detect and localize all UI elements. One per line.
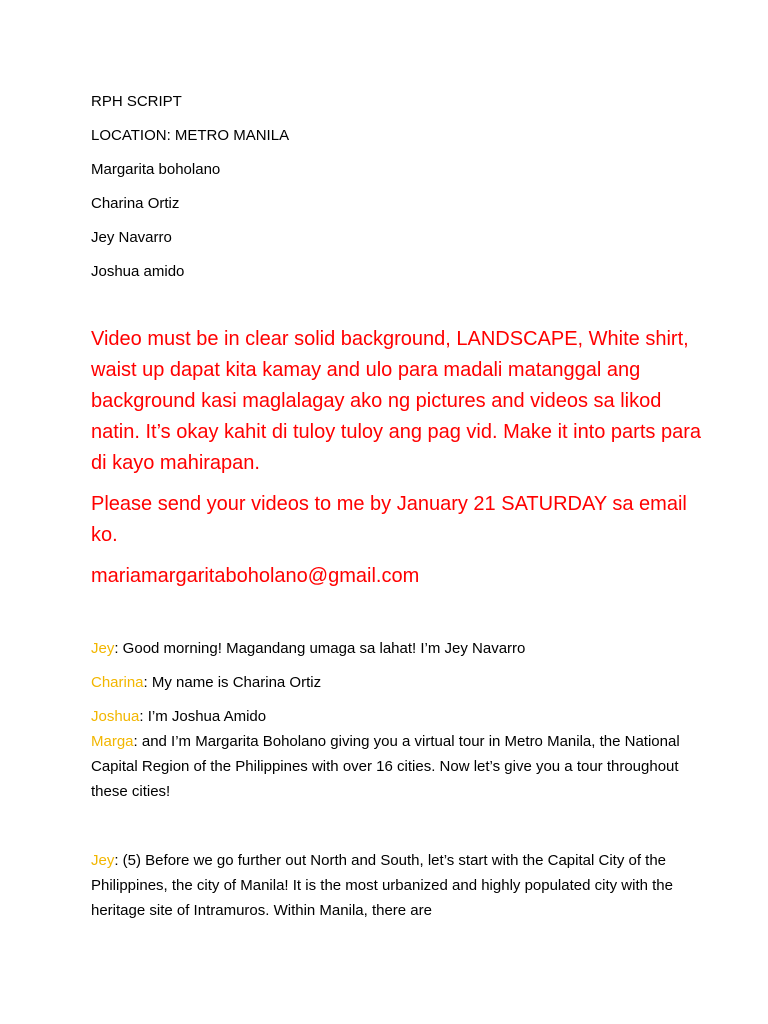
member-name: Charina Ortiz — [91, 195, 180, 212]
speaker-name: Marga — [91, 733, 134, 750]
speaker-name: Jey — [91, 852, 115, 869]
dialogue-text: : (5) Before we go further out North and South, let’s start with the Capital City of the Philippines, the city of Manila! It is the most urbanized and highly populated city with the heritage site of Intramuros. Within Manila, there are — [91, 852, 673, 919]
dialogue-text: : and I’m Margarita Boholano giving you a virtual tour in Metro Manila, the National Capital Region of the Philippines with over 16 cities. Now let’s give you a tour throughout these cities! — [91, 733, 680, 800]
dialogue-text: : My name is Charina Ortiz — [143, 674, 322, 691]
dialogue-text: : I’m Joshua Amido — [139, 708, 267, 725]
dialogue-line — [91, 670, 711, 695]
dialogue-line — [91, 848, 711, 923]
member-name: Joshua amido — [91, 263, 185, 280]
dialogue-line — [91, 729, 711, 804]
speaker-name: Jey — [91, 640, 115, 657]
instructions-block — [91, 324, 711, 592]
script-title: RPH SCRIPT — [91, 93, 182, 110]
deadline-text: Please send your videos to me by January 21 SATURDAY sa email ko. — [91, 493, 687, 546]
dialogue-section — [91, 636, 711, 923]
member-name: Jey Navarro — [91, 229, 172, 246]
email-address: mariamargaritaboholano@gmail.com — [91, 565, 420, 587]
speaker-name: Charina — [91, 674, 144, 691]
dialogue-line — [91, 636, 711, 661]
video-requirements-text: Video must be in clear solid background, LANDSCAPE, White shirt, waist up dapat kita kamay and ulo para madali matanggal ang background kasi maglalagay ako ng pictures and videos sa likod natin. It’s okay kahit di tuloy tuloy ang pag vid. Make it into parts para di kayo mahirapan. — [91, 328, 701, 474]
document-content — [91, 92, 711, 932]
member-name: Margarita boholano — [91, 161, 221, 178]
location-line: LOCATION: METRO MANILA — [91, 127, 290, 144]
dialogue-text: : Good morning! Magandang umaga sa lahat! I’m Jey Navarro — [114, 640, 526, 657]
speaker-name: Joshua — [91, 708, 140, 725]
dialogue-line — [91, 704, 711, 729]
